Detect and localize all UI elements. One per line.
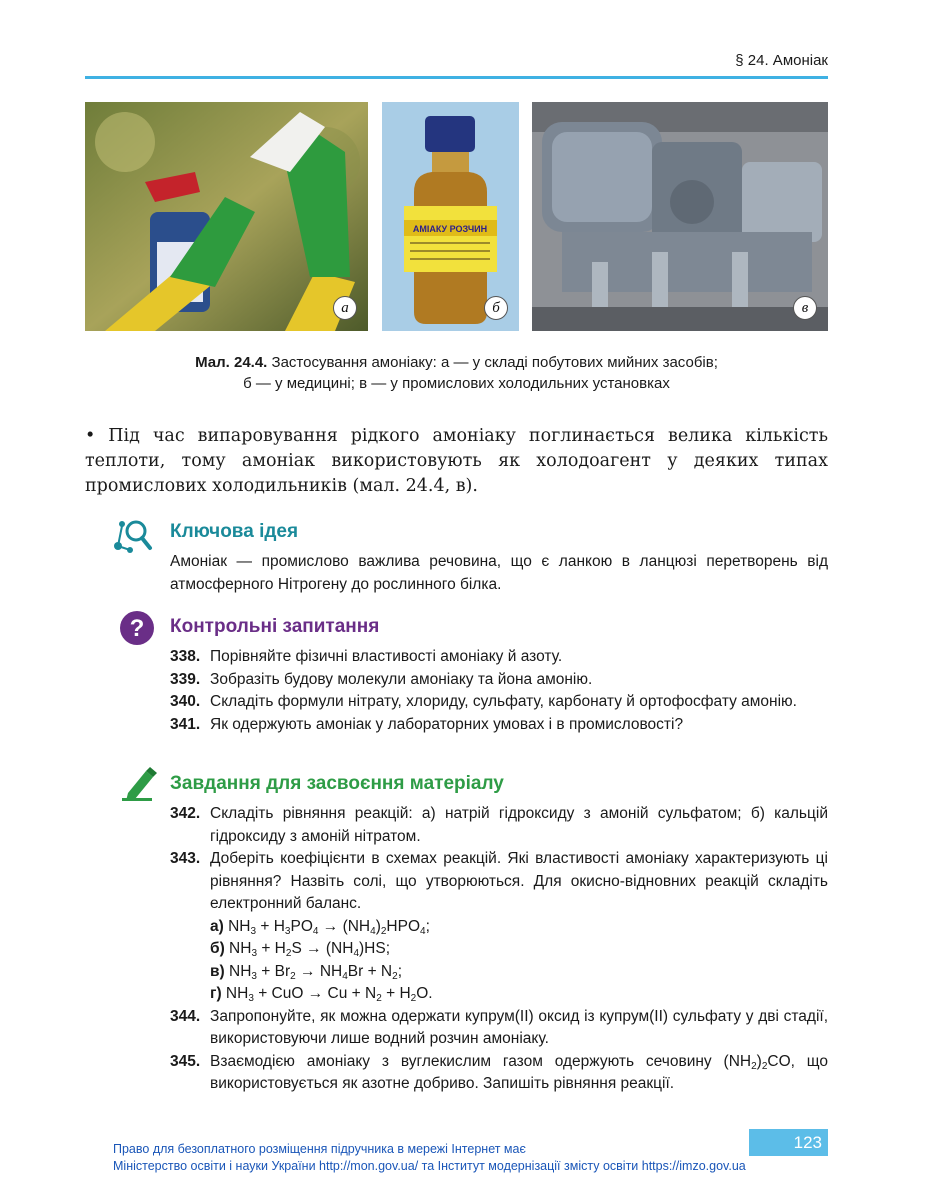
tasks-list	[170, 803, 828, 1096]
task-345: 345. Взаємодією амоніаку з вуглекислим газом одержують сечовину $(NH_2)_2CO$, що використовується як азотне добриво. Запишіть рівняння реакції.	[170, 1052, 828, 1092]
body-paragraph: • Під час випаровування рідкого амоніаку поглинається велика кількість теплоти, тому амоніак використовують як холодоагент у деяких типах промислових холодильників (мал. 24.4, в).	[85, 426, 828, 496]
equation-c: в) $NH_3 + Br_2 \to NH_4Br + N_2$;	[210, 962, 402, 982]
question-338: 338. Порівняйте фізичні властивості амоніаку й азоту.	[170, 648, 563, 665]
task-344: 344. Запропонуйте, як можна одержати купрум(ІІ) оксид із купрум(ІІ) сульфату у дві стадії, використовуючи лише водний розчин амоніаку.	[170, 1007, 828, 1047]
page-number: 123	[749, 1129, 828, 1156]
question-340: 340. Складіть формули нітрату, хлориду, сульфату, карбонату й ортофосфату амонію.	[170, 693, 797, 710]
figure-caption	[85, 352, 828, 394]
equation-a: а) $NH_3 + H_3PO_4 \to (NH_4)_2HPO_4$;	[210, 917, 430, 937]
task-343-text: Доберіть коефіцієнти в схемах реакцій. Які властивості амоніаку характеризують ці рівняння? Назвіть солі, що утворюються. Для окисно-відновних реакцій складіть електронний баланс.	[210, 850, 828, 912]
header-rule	[85, 76, 828, 79]
svg-text:?: ?	[129, 615, 145, 642]
task-343: 343. Доберіть коефіцієнти в схемах реакцій. Які властивості амоніаку характеризують ці рівняння? Назвіть солі, що утворюються. Для окисно-відновних реакцій складіть електронний баланс. а) $NH_3 + H_3PO_4 \to (NH_4)_2HPO_4$; б) $NH_3 + H_2S \to (NH_4)HS$; в) $NH_3 + Br_2 \to NH_4Br + N_2$; г) $NH_3$ + CuO → $Cu + N_2 + H_2O$.	[170, 850, 828, 1004]
figure-label-a: а	[333, 296, 357, 320]
caption-line-2: б — у медицині; в — у промислових холодильних установках	[243, 375, 670, 392]
question-icon	[119, 610, 155, 646]
figure-label-b: б	[484, 296, 508, 320]
key-idea-title: Ключова ідея	[170, 521, 299, 542]
equation-d: г) $NH_3$ + CuO → $Cu + N_2 + H_2O$.	[210, 985, 433, 1004]
caption-line-1: Застосування амоніаку: а — у складі побутових мийних засобів;	[267, 354, 718, 371]
key-idea-text: Амоніак — промислово важлива речовина, що є ланкою в ланцюзі перетворень від атмосферного Нітрогену до рослинного білка.	[170, 553, 828, 593]
photo-cleaning-spray	[85, 102, 368, 331]
footer-line-1: Право для безоплатного розміщення підручника в мережі Інтернет має	[113, 1142, 526, 1156]
control-questions-list	[170, 646, 828, 736]
key-idea-icon	[110, 516, 156, 556]
pencil-icon	[120, 765, 158, 803]
control-questions-title: Контрольні запитання	[170, 616, 380, 637]
question-339: 339. Зобразіть будову молекули амоніаку та йона амонію.	[170, 670, 593, 688]
tasks-title: Завдання для засвоєння матеріалу	[170, 773, 504, 794]
photo-refrigeration-unit	[532, 102, 828, 331]
figure-label-c: в	[793, 296, 817, 320]
equation-b: б) $NH_3 + H_2S \to (NH_4)HS$;	[210, 940, 390, 959]
bottle-label-text: АМІАКУ РОЗЧИН	[412, 224, 488, 234]
photo-ammonia-bottle	[382, 102, 519, 331]
question-341: 341. Як одержують амоніак у лабораторних умовах і в промисловості?	[170, 715, 684, 733]
running-head: § 24. Амоніак	[735, 52, 828, 69]
caption-number: Мал. 24.4.	[195, 354, 268, 371]
task-342: 342. Складіть рівняння реакцій: а) натрій гідроксиду з амоній сульфатом; б) кальцій гідроксиду з амоній нітратом.	[170, 805, 828, 845]
footer-line-2: Міністерство освіти і науки України http://mon.gov.ua/ та Інститут модернізації змісту освіти https://imzo.gov.ua	[113, 1159, 746, 1173]
